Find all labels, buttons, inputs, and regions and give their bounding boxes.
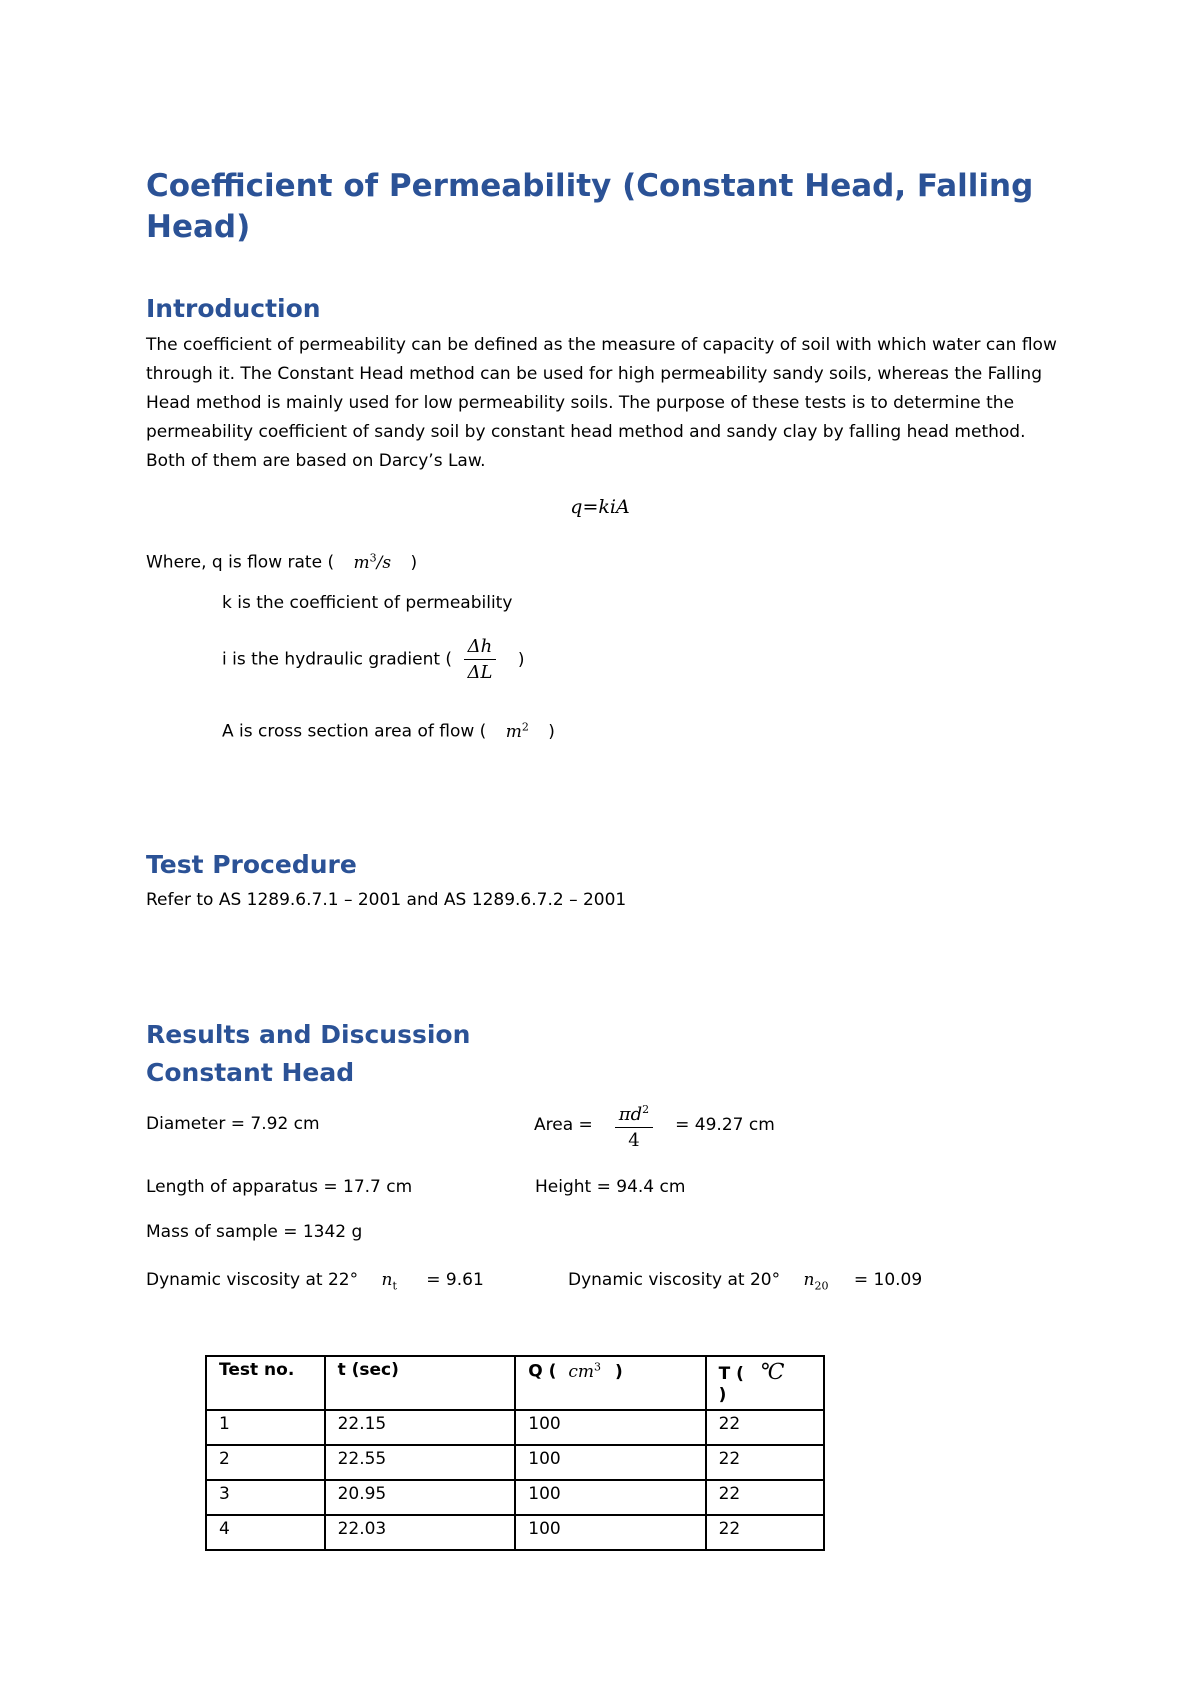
close-paren: ) [517,649,525,670]
unit-exponent: 3 [594,1360,602,1373]
q-label: Q ( [528,1361,557,1382]
diameter-value: Diameter = 7.92 cm [146,1114,320,1134]
area-formula [534,1094,775,1156]
hydraulic-gradient-fraction [463,634,496,685]
unit-per-second: /s [376,552,392,573]
cell-time: 20.95 [325,1480,516,1515]
exponent: 2 [642,1103,650,1116]
fraction-denominator: 4 [628,1130,640,1151]
q-unit [568,1362,601,1382]
cell-temperature: 22 [706,1515,824,1550]
darcy-equation [0,496,1200,518]
area-unit [506,722,529,742]
constant-head-table [205,1355,825,1551]
i-label: i is the hydraulic gradient ( [222,649,453,670]
celsius-symbol: ℃ [759,1360,785,1385]
area-fraction [615,1097,653,1153]
viscosity-22-label: Dynamic viscosity at 22° [146,1270,359,1290]
viscosity-22-symbol [381,1270,397,1293]
table-row [206,1410,824,1445]
cell-test-no: 4 [206,1515,325,1550]
flow-rate-definition [146,543,417,578]
fraction-denominator: ΔL [467,662,493,683]
table-row [206,1445,824,1480]
cell-time: 22.55 [325,1445,516,1480]
close-paren: ) [718,1385,727,1405]
unit-m: m [505,721,522,742]
temp-label: T ( [718,1364,744,1384]
cell-q: 100 [515,1480,705,1515]
unit-m: m [353,552,370,573]
cell-q: 100 [515,1410,705,1445]
unit-exponent: 2 [521,720,529,733]
close-paren: ) [614,1361,623,1382]
fraction-numerator [615,1097,653,1128]
cell-time: 22.03 [325,1515,516,1550]
table-header-row [206,1356,824,1410]
header-test-no: Test no. [206,1356,325,1410]
subscript: t [392,1279,397,1293]
viscosity-20-label: Dynamic viscosity at 20° [568,1270,781,1290]
viscosity-20-symbol [803,1270,829,1293]
close-paren: ) [410,552,418,573]
cell-temperature: 22 [706,1410,824,1445]
a-label: A is cross section area of flow ( [222,721,487,742]
area-value: = 49.27 cm [675,1114,775,1135]
mass-value: Mass of sample = 1342 g [146,1222,363,1242]
cell-temperature: 22 [706,1480,824,1515]
header-q [515,1356,705,1410]
viscosity-20 [568,1266,922,1300]
a-definition [222,712,555,747]
cell-temperature: 22 [706,1445,824,1480]
i-definition [222,634,524,685]
height-value: Height = 94.4 cm [535,1177,686,1197]
pi-d: πd [618,1104,643,1125]
fraction-numerator: Δh [464,634,497,660]
test-procedure-heading: Test Procedure [146,850,357,879]
table-row [206,1480,824,1515]
table-row [206,1515,824,1550]
test-procedure-text: Refer to AS 1289.6.7.1 – 2001 and AS 1289.6.7.2 – 2001 [146,890,627,910]
k-definition: k is the coefficient of permeability [222,593,513,613]
introduction-paragraph: The coefficient of permeability can be defined as the measure of capacity of soil with which water can flow through it. The Constant Head method can be used for high permeability sandy soils, whereas the Falling Head method is mainly used for low permeability soils. The purpose of these tests is to determine the permeability coefficient of sandy soil by constant head method and sandy clay by falling head method. Both of them are based on Darcy’s Law. [146,335,1057,471]
results-heading: Results and Discussion [146,1020,471,1049]
close-paren: ) [548,721,555,742]
subscript: 20 [814,1279,829,1293]
unit-exponent: 3 [369,551,377,564]
constant-head-heading: Constant Head [146,1058,355,1087]
flow-rate-unit [354,553,392,573]
header-time: t (sec) [325,1356,516,1410]
viscosity-22-value: = 9.61 [426,1270,484,1290]
cell-time: 22.15 [325,1410,516,1445]
cell-q: 100 [515,1515,705,1550]
area-label: Area = [534,1114,593,1135]
equation-text: q=kiA [570,496,630,518]
introduction-heading: Introduction [146,294,321,323]
cell-q: 100 [515,1445,705,1480]
flow-rate-label: Where, q is flow rate ( [146,552,335,573]
page-title: Coefficient of Permeability (Constant Head, Falling Head) [146,168,1034,245]
length-value: Length of apparatus = 17.7 cm [146,1177,413,1197]
header-temperature [706,1356,824,1410]
unit-cm: cm [568,1361,595,1382]
viscosity-22 [146,1266,484,1300]
n-symbol: n [803,1270,815,1290]
cell-test-no: 2 [206,1445,325,1480]
viscosity-20-value: = 10.09 [853,1270,923,1290]
n-symbol: n [381,1270,393,1290]
cell-test-no: 1 [206,1410,325,1445]
cell-test-no: 3 [206,1480,325,1515]
